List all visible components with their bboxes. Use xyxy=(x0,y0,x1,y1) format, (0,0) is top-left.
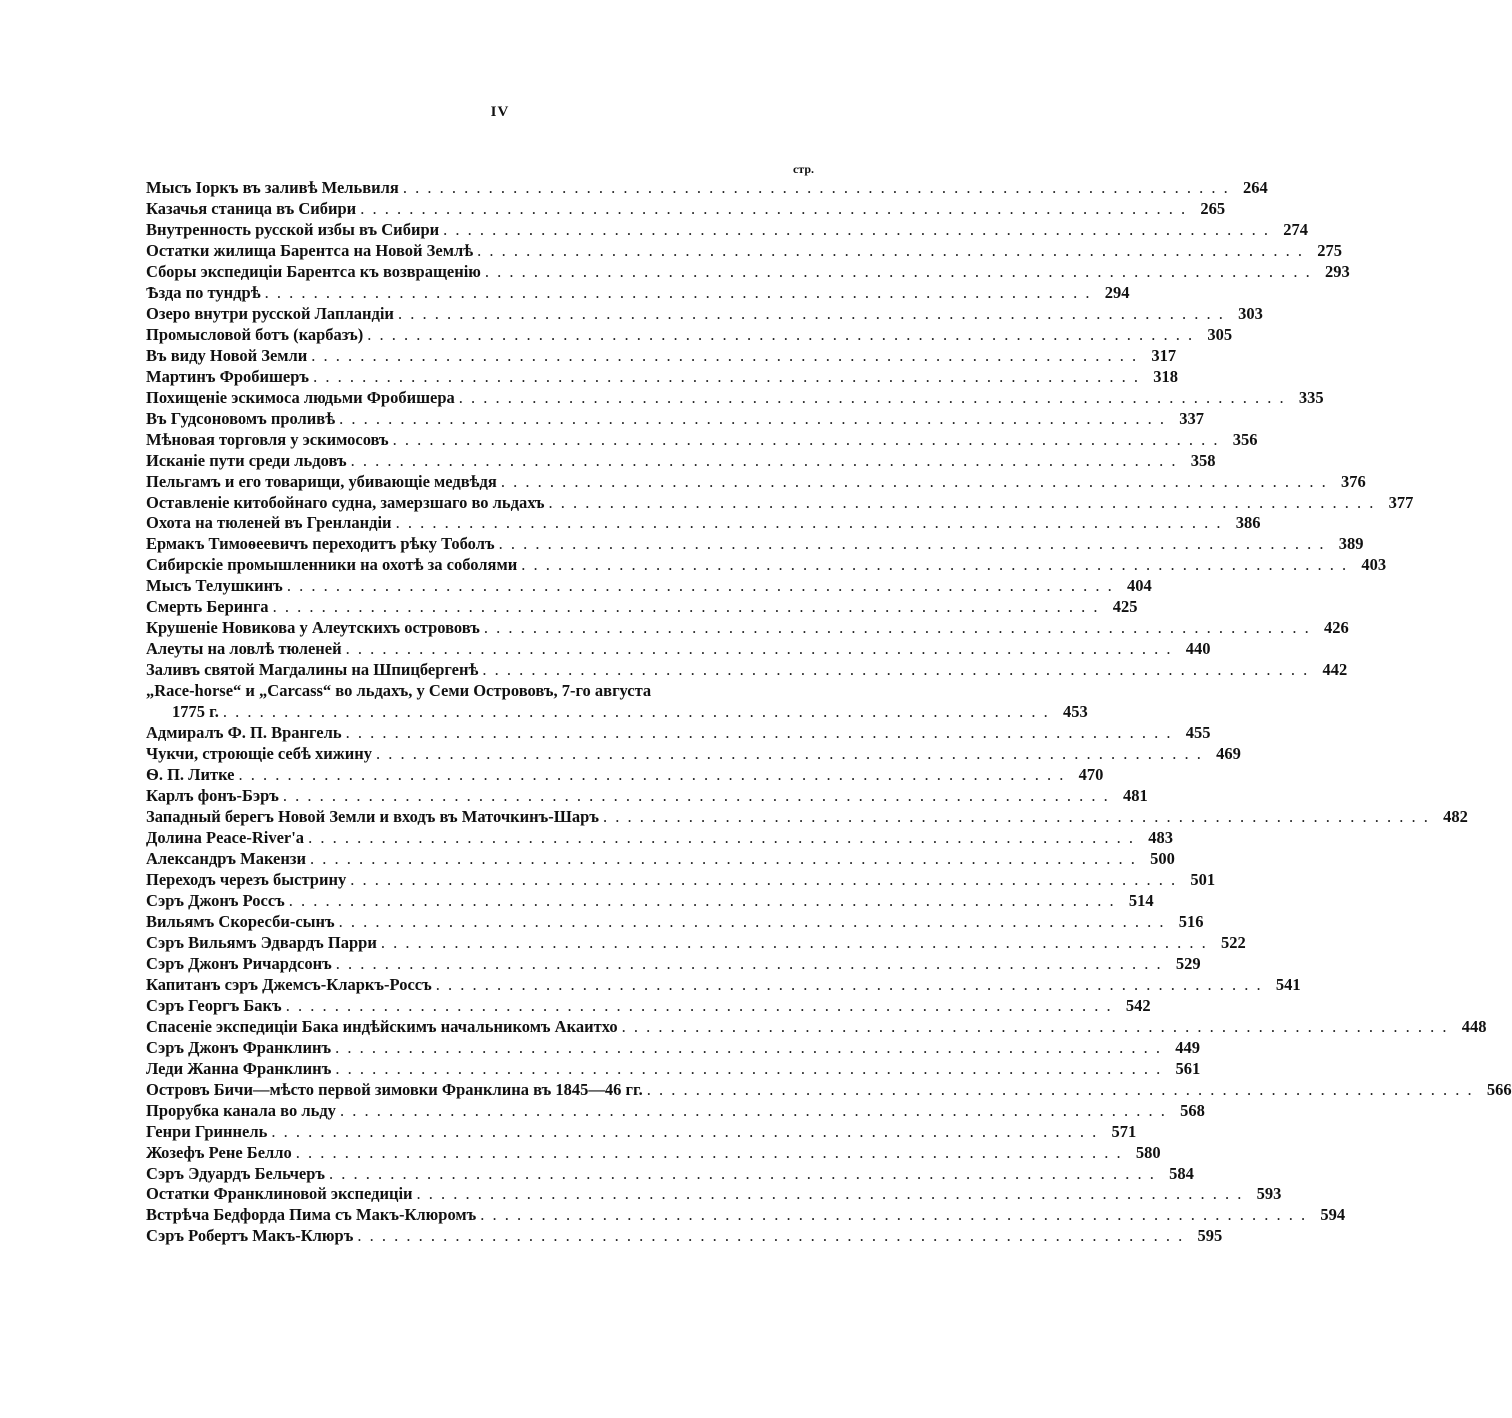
toc-entry xyxy=(146,995,1151,1016)
toc-entry-page: 593 xyxy=(1256,1184,1282,1204)
dot-leader xyxy=(339,409,1164,429)
toc-entry-title: Сэръ Робертъ Макъ-Клюръ xyxy=(146,1226,354,1246)
dot-leader xyxy=(403,178,1228,198)
dot-leader xyxy=(335,1038,1160,1058)
dot-leader xyxy=(381,933,1206,953)
toc-entry xyxy=(146,638,1211,659)
dot-leader xyxy=(273,597,1098,617)
toc-entry-title: Въ Гудсоновомъ проливѣ xyxy=(146,408,336,428)
toc-entry xyxy=(146,890,1154,911)
dot-leader xyxy=(398,304,1223,324)
toc-entry xyxy=(146,575,1152,596)
toc-entry-title: Крушеніе Новикова у Алеутскихъ острововъ xyxy=(146,618,480,638)
dot-leader xyxy=(223,702,1048,722)
toc-entry xyxy=(146,282,1130,303)
toc-entry-title: Мысъ Телушкинъ xyxy=(146,576,283,596)
toc-entry xyxy=(146,617,1349,638)
toc-entry xyxy=(146,1100,1205,1121)
toc-entry-page: 426 xyxy=(1323,618,1349,638)
toc-entry xyxy=(146,450,1216,471)
toc-entry-page: 514 xyxy=(1128,890,1154,910)
toc-entry-title: Ѳ. П. Литке xyxy=(146,765,235,785)
toc-entry-title: Озеро внутри русской Лапландіи xyxy=(146,303,394,323)
toc-entry-title: Долина Peace-River'а xyxy=(146,828,305,847)
toc-entry xyxy=(146,324,1233,345)
toc-entry xyxy=(146,1225,1223,1246)
dot-leader xyxy=(313,367,1138,387)
dot-leader xyxy=(477,241,1302,261)
toc-entry-title: Казачья станица въ Сибири xyxy=(146,198,357,218)
dot-leader xyxy=(484,618,1309,638)
toc-entry-title: Мѣновая торговля у эскимосовъ xyxy=(146,429,389,449)
toc-entry-page: 483 xyxy=(1148,828,1173,847)
toc-entry-title: Чукчи, строющіе себѣ хижину xyxy=(146,744,373,764)
dot-leader xyxy=(357,1226,1182,1246)
toc-entry xyxy=(146,743,1241,764)
toc-entry-page: 566 xyxy=(1486,1079,1512,1099)
dot-leader xyxy=(340,1101,1165,1121)
toc-entry xyxy=(146,387,1324,408)
toc-entry xyxy=(146,680,814,701)
toc-entry xyxy=(146,1184,1282,1205)
dot-leader xyxy=(360,199,1185,219)
dot-leader xyxy=(521,555,1346,575)
toc-entry-page: 264 xyxy=(1242,177,1268,197)
toc-entry xyxy=(146,303,1263,324)
dot-leader xyxy=(286,996,1111,1016)
toc-entry-title: Островъ Бичи—мѣсто первой зимовки Франклина въ 1845—46 гг. xyxy=(146,1079,643,1099)
toc-entry-page: 594 xyxy=(1320,1205,1346,1225)
toc-entry-page: 481 xyxy=(1123,786,1148,806)
toc-entry-title: Похищеніе эскимоса людьми Фробишера xyxy=(146,387,455,407)
page-column-label: стр. xyxy=(792,162,814,176)
toc-entry xyxy=(146,596,1138,617)
dot-leader xyxy=(271,1122,1096,1142)
dot-leader xyxy=(367,325,1192,345)
toc-entry-page: 470 xyxy=(1078,765,1104,785)
dot-leader xyxy=(350,870,1175,890)
dot-leader xyxy=(310,849,1135,869)
toc-entry xyxy=(146,554,1387,575)
toc-entry-page: 516 xyxy=(1178,911,1204,931)
toc-entry-title: Спасеніе экспедиціи Бака индѣйскимъ начальникомъ Акаитхо xyxy=(146,1016,618,1036)
toc-entry-title: Охота на тюленей въ Гренландіи xyxy=(146,513,392,533)
dot-leader xyxy=(308,828,1133,848)
toc-entry xyxy=(146,1058,1201,1079)
toc-entry xyxy=(146,1079,1512,1100)
dot-leader xyxy=(482,660,1307,680)
dot-leader xyxy=(239,765,1064,785)
toc-entry xyxy=(146,869,1216,890)
toc-entry-title: Сэръ Эдуардъ Бельчеръ xyxy=(146,1163,326,1183)
toc-entry-page: 356 xyxy=(1232,429,1258,449)
toc-entry-page: 303 xyxy=(1238,303,1263,323)
dot-leader xyxy=(548,493,1373,513)
dot-leader xyxy=(296,1143,1121,1163)
toc-entry-title: „Race-horse“ и „Carcass“ во льдахъ, у Семи Острововъ, 7-го августа xyxy=(146,681,652,701)
dot-leader xyxy=(501,472,1326,492)
toc-entry-title: Алеуты на ловлѣ тюленей xyxy=(146,639,342,659)
dot-leader xyxy=(436,975,1261,995)
toc-entry xyxy=(146,513,1261,534)
toc-entry-page: 541 xyxy=(1275,974,1301,994)
toc-entry-title: Въ виду Новой Земли xyxy=(146,345,308,365)
toc-entry-title: Леди Жанна Франклинъ xyxy=(146,1058,332,1078)
toc-entry-page: 453 xyxy=(1063,702,1088,722)
toc-entry xyxy=(146,722,1211,743)
toc-entry-title: Адмиралъ Ф. П. Врангель xyxy=(146,723,342,743)
toc-entry-title: Вильямъ Скоресби-сынъ xyxy=(146,911,335,931)
table-of-contents xyxy=(146,177,1512,1246)
toc-entry xyxy=(146,471,1366,492)
toc-entry-page: 377 xyxy=(1388,492,1414,512)
dot-leader xyxy=(396,513,1221,533)
toc-entry xyxy=(146,659,1348,680)
toc-entry-page: 425 xyxy=(1112,597,1138,617)
toc-entry xyxy=(146,1016,1487,1037)
toc-entry xyxy=(146,701,1088,722)
toc-entry-title: Переходъ черезъ быстрину xyxy=(146,869,347,889)
toc-entry-page: 501 xyxy=(1190,869,1216,889)
dot-leader xyxy=(480,1205,1305,1225)
toc-entry xyxy=(146,1204,1346,1225)
toc-entry xyxy=(146,1142,1161,1163)
toc-entry-title: Карлъ фонъ-Бэръ xyxy=(146,786,279,806)
toc-entry-title: Остатки жилища Барентса на Новой Землѣ xyxy=(146,240,474,260)
toc-entry-page: 337 xyxy=(1179,408,1204,428)
toc-entry xyxy=(146,806,1468,827)
toc-entry-page: 358 xyxy=(1190,450,1216,470)
toc-entry-page: 403 xyxy=(1361,555,1387,575)
toc-entry-title: Мысъ Іоркъ въ заливѣ Мельвиля xyxy=(146,177,399,197)
toc-entry-page: 529 xyxy=(1175,953,1201,973)
toc-entry xyxy=(146,785,1148,806)
toc-entry xyxy=(146,974,1301,995)
toc-entry-title: Сэръ Георгъ Бакъ xyxy=(146,995,282,1015)
dot-leader xyxy=(265,283,1090,303)
toc-entry xyxy=(146,177,1268,198)
toc-entry-title: Промысловой ботъ (карбазъ) xyxy=(146,324,364,344)
toc-entry xyxy=(146,240,1342,261)
dot-leader xyxy=(351,451,1176,471)
toc-entry-title: Сэръ Джонъ Россъ xyxy=(146,890,285,910)
dot-leader xyxy=(647,1080,1472,1100)
dot-leader xyxy=(336,954,1161,974)
toc-entry-title: Александръ Макензи xyxy=(146,848,307,868)
toc-entry xyxy=(146,261,1350,282)
dot-leader xyxy=(499,534,1324,554)
dot-leader xyxy=(622,1017,1447,1037)
toc-entry-page: 335 xyxy=(1298,387,1324,407)
toc-entry-page: 442 xyxy=(1322,660,1348,680)
toc-entry-title: Внутренность русской избы въ Сибири xyxy=(146,219,440,239)
toc-entry xyxy=(146,198,1226,219)
toc-entry xyxy=(146,1163,1194,1184)
toc-entry-page: 469 xyxy=(1216,744,1241,764)
toc-entry-page: 522 xyxy=(1220,932,1246,952)
toc-entry-title: Сэръ Вильямъ Эдвардъ Парри xyxy=(146,932,377,952)
toc-entry-page: 482 xyxy=(1443,807,1468,827)
toc-entry-title: Жозефъ Рене Белло xyxy=(146,1142,292,1162)
toc-entry-title: Ѣзда по тундрѣ xyxy=(146,282,261,302)
toc-entry-page: 294 xyxy=(1104,282,1130,302)
toc-entry-page: 542 xyxy=(1125,995,1151,1015)
toc-entry-title: Исканіе пути среди льдовъ xyxy=(146,450,347,470)
toc-entry-title: Смерть Беринга xyxy=(146,597,269,617)
toc-entry xyxy=(146,408,1204,429)
toc-entry-title: Оставленіе китобойнаго судна, замерзшаго во льдахъ xyxy=(146,492,545,512)
dot-leader xyxy=(335,1059,1160,1079)
dot-leader xyxy=(339,912,1164,932)
toc-entry xyxy=(146,932,1246,953)
toc-entry-page: 568 xyxy=(1180,1100,1205,1120)
page-number: IV xyxy=(490,104,510,120)
toc-entry xyxy=(146,429,1258,450)
toc-entry xyxy=(146,533,1364,554)
toc-entry-page: 561 xyxy=(1175,1058,1201,1078)
dot-leader xyxy=(485,262,1310,282)
toc-entry-title: Встрѣча Бедфорда Пима съ Макъ-Клюромъ xyxy=(146,1205,477,1225)
dot-leader xyxy=(346,639,1171,659)
dot-leader xyxy=(443,220,1268,240)
toc-entry-page: 386 xyxy=(1235,513,1261,533)
toc-entry-page: 440 xyxy=(1185,639,1211,659)
toc-entry-page: 580 xyxy=(1135,1142,1161,1162)
toc-entry-title: Пельгамъ и его товарищи, убивающіе медвѣдя xyxy=(146,471,497,491)
toc-entry-title: Капитанъ сэръ Джемсъ-Кларкъ-Россъ xyxy=(146,974,432,994)
dot-leader xyxy=(459,388,1284,408)
toc-entry-page: 274 xyxy=(1283,219,1309,239)
toc-entry xyxy=(146,764,1104,785)
toc-entry xyxy=(146,1121,1137,1142)
toc-entry-page: 584 xyxy=(1169,1163,1194,1183)
toc-entry-page: 275 xyxy=(1317,240,1342,260)
toc-entry-page: 455 xyxy=(1185,723,1211,743)
toc-entry-title: Сибирскіе промышленники на охотѣ за соболями xyxy=(146,555,518,575)
toc-entry-page: 448 xyxy=(1461,1016,1487,1036)
dot-leader xyxy=(393,430,1218,450)
toc-entry xyxy=(146,219,1309,240)
dot-leader xyxy=(417,1184,1242,1204)
toc-entry xyxy=(146,366,1178,387)
dot-leader xyxy=(289,891,1114,911)
toc-entry xyxy=(146,1037,1200,1058)
dot-leader xyxy=(346,723,1171,743)
toc-entry-page: 389 xyxy=(1338,534,1364,554)
toc-entry-page: 571 xyxy=(1111,1121,1137,1141)
toc-entry-title: Мартинъ Фробишеръ xyxy=(146,366,310,386)
toc-entry-page: 305 xyxy=(1207,324,1233,344)
toc-entry-page: 376 xyxy=(1340,471,1366,491)
toc-entry-page: 404 xyxy=(1126,576,1152,596)
toc-entry-title: Остатки Франклиновой экспедиціи xyxy=(146,1184,413,1204)
toc-entry xyxy=(146,345,1177,366)
toc-entry-title: Западный берегъ Новой Земли и входъ въ Маточкинъ-Шаръ xyxy=(146,807,599,827)
toc-entry xyxy=(146,827,1173,848)
toc-entry xyxy=(146,848,1175,869)
toc-entry-page: 293 xyxy=(1325,261,1350,281)
toc-entry xyxy=(146,492,1414,513)
toc-entry-page: 595 xyxy=(1197,1226,1223,1246)
dot-leader xyxy=(311,346,1136,366)
toc-entry-title: Сборы экспедиціи Барентса къ возвращенію xyxy=(146,261,481,281)
toc-entry-title: 1775 г. xyxy=(172,702,219,722)
toc-entry-page: 318 xyxy=(1153,366,1178,386)
dot-leader xyxy=(283,786,1108,806)
toc-entry-title: Генри Гриннель xyxy=(146,1121,268,1141)
toc-entry-title: Сэръ Джонъ Франклинъ xyxy=(146,1037,332,1057)
toc-entry-title: Заливъ святой Магдалины на Шпицбергенѣ xyxy=(146,660,479,680)
dot-leader xyxy=(376,744,1201,764)
toc-entry-page: 265 xyxy=(1200,198,1226,218)
toc-entry xyxy=(146,911,1204,932)
toc-entry xyxy=(146,953,1201,974)
toc-entry-title: Прорубка канала во льду xyxy=(146,1100,336,1120)
toc-entry-title: Ермакъ Тимоѳеевичъ переходитъ рѣку Тоболъ xyxy=(146,534,495,554)
toc-entry-page: 317 xyxy=(1151,345,1177,365)
dot-leader xyxy=(329,1164,1154,1184)
toc-entry-page: 449 xyxy=(1175,1037,1200,1057)
dot-leader xyxy=(603,807,1428,827)
toc-entry-page: 500 xyxy=(1150,848,1175,868)
dot-leader xyxy=(287,576,1112,596)
toc-entry-title: Сэръ Джонъ Ричардсонъ xyxy=(146,953,332,973)
